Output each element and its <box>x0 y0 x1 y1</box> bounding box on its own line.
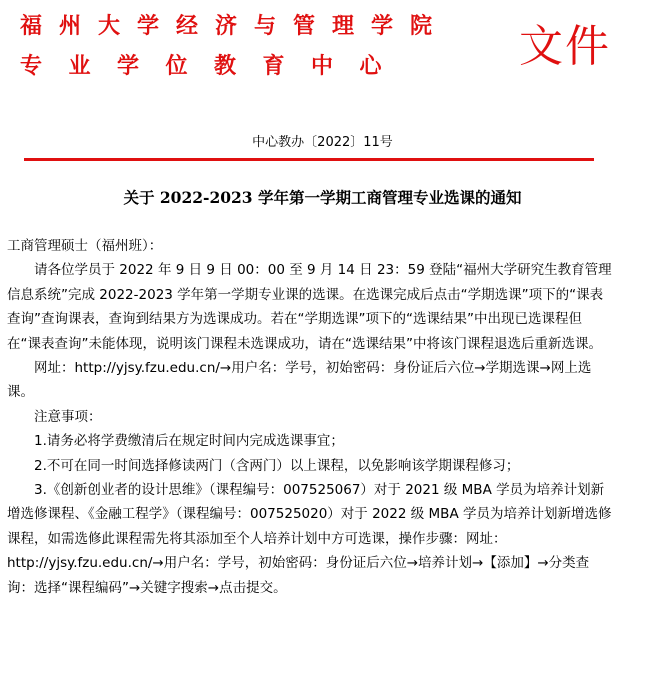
header-center-name: 专业学位教育中心 <box>20 54 409 79</box>
paragraph-website: 网址：http://yjsy.fzu.edu.cn/→用户名：学号，初始密码：身份证后六位→学期选课→网上选课。 <box>7 360 592 401</box>
document-stamp-label: 文件 <box>519 21 611 72</box>
notice-heading: 注意事项： <box>34 408 102 425</box>
notice-item-2: 2.不可在同一时间选择修读两门（含两门）以上课程，以免影响该学期课程修习； <box>34 457 520 474</box>
salutation: 工商管理硕士（福州班）： <box>7 238 163 254</box>
paragraph-schedule: 请各位学员于 2022 年 9 日 9 日 00：00 至 9 月 14 日 23：59 登陆“福州大学研究生教育管理信息系统”完成 2022-2023 学年第一学期专业课的选课。在选课完成后点击“学期选课”项下的“课表查询”查询课表，查询到结果方为选课成功。若在“学期选课”项下的“选课结果”中出现已选课程但在“课表查询”未能体现，说明该门课程未选课成功，请在“选课结果”中将该门课程退选后重新选课。 <box>7 262 612 352</box>
red-divider <box>24 158 594 161</box>
notice-body <box>7 234 615 600</box>
document-number: 中心教办〔2022〕11号 <box>252 135 393 150</box>
header-institution-name: 福州大学经济与管理学院 <box>20 14 450 39</box>
notice-title: 关于 2022-2023 学年第一学期工商管理专业选课的通知 <box>123 188 522 207</box>
notice-item-1: 1.请务必将学费缴清后在规定时间内完成选课事宜； <box>34 433 344 450</box>
notice-item-3: 3.《创新创业者的设计思维》（课程编号：007525067）对于 2021 级 MBA 学员为培养计划新增选修课程、《金融工程学》（课程编号：007525020）对于 2022 级 MBA 学员为培养计划新增选修课程，如需选修此课程需先将其添加至个人培养计划中方可选课，操作步骤：网址：http://yjsy.fzu.edu.cn/→用户名：学号，初始密码：身份证后六位→培养计划→【添加】→分类查询：选择“课程编码”→关键字搜索→点击提交。 <box>7 482 612 596</box>
